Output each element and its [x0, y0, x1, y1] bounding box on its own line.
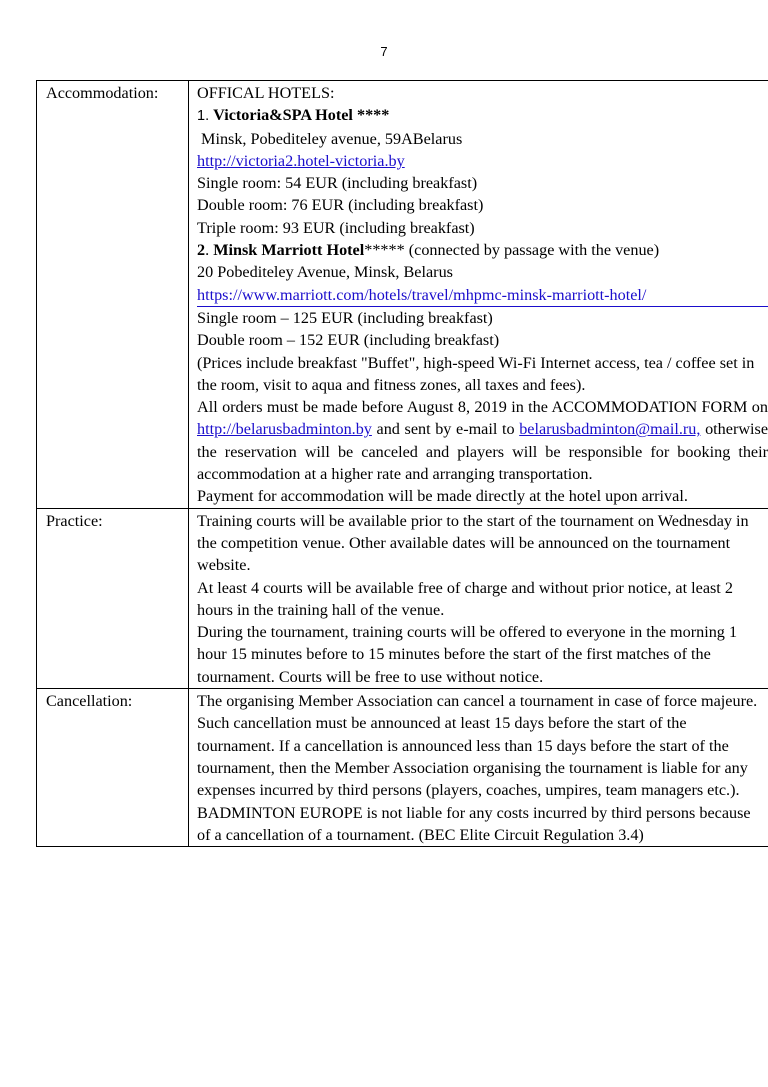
- hotel1-rate-double: Double room: 76 EUR (including breakfast): [197, 196, 484, 215]
- hotel2-stars: ***** (connected by passage with the venue): [364, 241, 660, 260]
- hotel2-title: [197, 239, 768, 261]
- practice-label: Practice:: [37, 508, 189, 688]
- hotel2-rate-double: Double room – 152 EUR (including breakfast): [197, 331, 500, 350]
- hotel1-url-line: [197, 150, 768, 172]
- accommodation-content: [189, 81, 768, 509]
- hotel1-name: Victoria&SPA Hotel: [213, 106, 353, 125]
- prices-note: (Prices include breakfast "Buffet", high-speed Wi-Fi Internet access, tea / coffee set in the room, visit to aqua and fitness zones, all taxes and fees).: [197, 353, 755, 394]
- hotel1-number: 1.: [197, 108, 214, 125]
- orders-text-1: All orders must be made before August 8, 2019 in the ACCOMMODATION FORM on: [197, 398, 768, 417]
- practice-para-2: At least 4 courts will be available free of charge and without prior notice, at least 2 hours in the training hall of the venue.: [197, 578, 733, 619]
- orders-text-2: and sent by e-mail to: [371, 420, 520, 439]
- accommodation-row: [37, 81, 768, 509]
- hotel2-number: 2: [197, 241, 206, 260]
- hotel2-separator: .: [205, 241, 214, 260]
- cancellation-row: [37, 689, 768, 847]
- cancellation-text: The organising Member Association can cancel a tournament in case of force majeure. Such cancellation must be announced at least 15 days before the start of the tournament. If a cancellation is announced less than 15 days before the start of the tournament, then the Member Association organising the tournament is liable for any expenses incurred by third persons (players, coaches, umpires, team managers etc.). BADMINTON EUROPE is not liable for any costs incurred by third persons because of a cancellation of a tournament. (BEC Elite Circuit Regulation 3.4): [197, 692, 758, 844]
- practice-row: [37, 508, 768, 688]
- hotel1-stars: ****: [352, 106, 390, 125]
- booking-site-link[interactable]: http://belarusbadminton.by: [197, 420, 372, 439]
- tournament-info-table: [36, 80, 768, 847]
- practice-para-3: During the tournament, training courts will be offered to everyone in the morning 1 hour 15 minutes before to 15 minutes before the start of the first matches of the tournament. Courts will be free to use without notice.: [197, 623, 738, 686]
- hotel1-address: Minsk, Pobediteley avenue, 59ABelarus: [197, 129, 463, 148]
- hotel1-rate-triple: Triple room: 93 EUR (including breakfast): [197, 218, 475, 237]
- practice-content: [189, 508, 768, 688]
- hotel1-title: [197, 104, 768, 127]
- practice-para-1: Training courts will be available prior to the start of the tournament on Wednesday in the competition venue. Other available dates will be announced on the tournament website.: [197, 511, 749, 575]
- hotels-heading: OFFICAL HOTELS:: [197, 84, 335, 102]
- page-number: 7: [380, 44, 388, 59]
- hotel2-address: 20 Pobediteley Avenue, Minsk, Belarus: [197, 263, 453, 282]
- hotel2-rate-single: Single room – 125 EUR (including breakfast): [197, 308, 493, 327]
- booking-email-link[interactable]: belarusbadminton@mail.ru,: [519, 420, 701, 439]
- orders-text-3: otherwise the reservation will be canceled and players will be responsible for booking their accommodation at a higher rate and arranging transportation.: [197, 420, 768, 484]
- hotel2-link[interactable]: https://www.marriott.com/hotels/travel/mhpmc-minsk-marriott-hotel/: [197, 285, 647, 304]
- hotel2-name: Minsk Marriott Hotel: [213, 241, 365, 260]
- accommodation-label: Accommodation:: [37, 81, 189, 509]
- orders-paragraph: [197, 396, 768, 485]
- hotel2-url-line: [197, 284, 768, 307]
- cancellation-content: [189, 689, 768, 847]
- payment-note: Payment for accommodation will be made directly at the hotel upon arrival.: [197, 487, 688, 506]
- hotel1-rate-single: Single room: 54 EUR (including breakfast): [197, 174, 478, 193]
- hotel1-link[interactable]: http://victoria2.hotel-victoria.by: [197, 151, 405, 170]
- cancellation-label: Cancellation:: [37, 689, 189, 847]
